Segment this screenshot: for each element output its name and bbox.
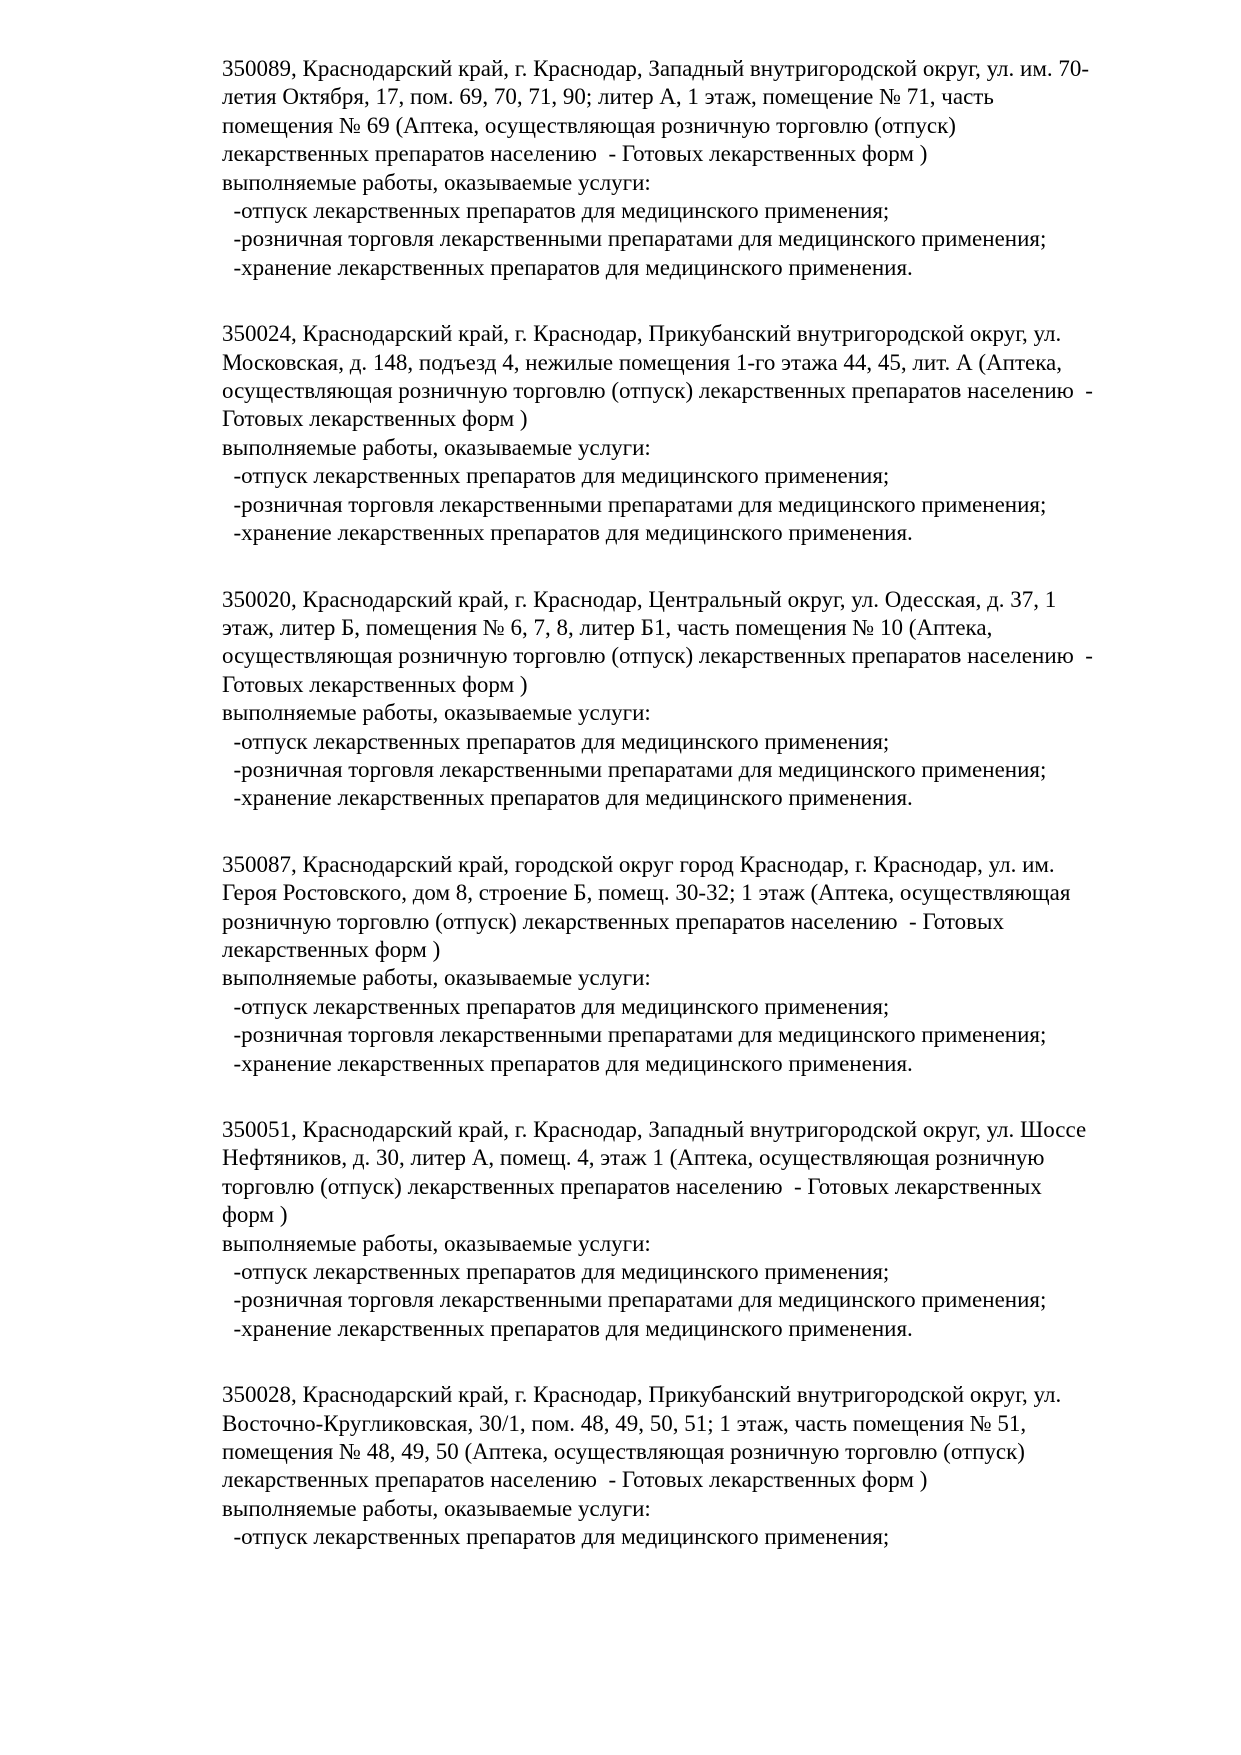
text-line: выполняемые работы, оказываемые услуги: (222, 700, 651, 726)
text-line: -хранение лекарственных препаратов для медицинского применения. (222, 1050, 913, 1076)
text-line: -отпуск лекарственных препаратов для медицинского применения; (222, 993, 890, 1019)
license-address-entry-350051 (222, 1116, 1207, 1343)
license-address-entry-350089 (222, 55, 1207, 282)
text-line: выполняемые работы, оказываемые услуги: (222, 965, 651, 991)
text-line: -хранение лекарственных препаратов для медицинского применения. (222, 520, 913, 546)
text-line: этаж, литер Б, помещения № 6, 7, 8, литер Б1, часть помещения № 10 (Аптека, (222, 614, 993, 640)
text-line: выполняемые работы, оказываемые услуги: (222, 169, 651, 195)
text-line: Готовых лекарственных форм ) (222, 406, 528, 432)
text-line: -розничная торговля лекарственными препаратами для медицинского применения; (222, 226, 1047, 252)
text-line: 350024, Краснодарский край, г. Краснодар, Прикубанский внутригородской округ, ул. (222, 321, 1062, 347)
text-line: -розничная торговля лекарственными препаратами для медицинского применения; (222, 491, 1047, 517)
text-line: -розничная торговля лекарственными препаратами для медицинского применения; (222, 756, 1047, 782)
text-line: Восточно-Кругликовская, 30/1, пом. 48, 49, 50, 51; 1 этаж, часть помещения № 51, (222, 1410, 1027, 1436)
text-line: Готовых лекарственных форм ) (222, 671, 528, 697)
text-line: -розничная торговля лекарственными препаратами для медицинского применения; (222, 1022, 1047, 1048)
text-line: розничную торговлю (отпуск) лекарственных препаратов населению - Готовых (222, 908, 1004, 934)
text-line: 350020, Краснодарский край, г. Краснодар, Центральный округ, ул. Одесская, д. 37, 1 (222, 586, 1057, 612)
text-line: лекарственных форм ) (222, 936, 441, 962)
text-line: -отпуск лекарственных препаратов для медицинского применения; (222, 1524, 890, 1550)
license-address-entry-350020 (222, 586, 1207, 813)
license-address-entry-350024 (222, 320, 1207, 547)
text-line: торговлю (отпуск) лекарственных препаратов населению - Готовых лекарственных (222, 1173, 1042, 1199)
text-line: 350089, Краснодарский край, г. Краснодар, Западный внутригородской округ, ул. им. 70- (222, 56, 1090, 81)
text-line: Героя Ростовского, дом 8, строение Б, помещ. 30-32; 1 этаж (Аптека, осуществляющая (222, 880, 1071, 906)
license-address-entry-350028 (222, 1381, 1207, 1551)
license-address-entry-350087 (222, 851, 1207, 1078)
text-line: -розничная торговля лекарственными препаратами для медицинского применения; (222, 1287, 1047, 1313)
text-line: лекарственных препаратов населению - Готовых лекарственных форм ) (222, 1467, 928, 1493)
text-line: помещения № 69 (Аптека, осуществляющая розничную торговлю (отпуск) (222, 112, 956, 138)
text-line: выполняемые работы, оказываемые услуги: (222, 1230, 651, 1256)
text-line: 350028, Краснодарский край, г. Краснодар, Прикубанский внутригородской округ, ул. (222, 1382, 1062, 1408)
text-line: Московская, д. 148, подъезд 4, нежилые помещения 1-го этажа 44, 45, лит. А (Аптека, (222, 349, 1062, 375)
text-line: осуществляющая розничную торговлю (отпуск) лекарственных препаратов населению - (222, 378, 1093, 404)
text-line: -хранение лекарственных препаратов для медицинского применения. (222, 254, 913, 280)
text-line: летия Октября, 17, пом. 69, 70, 71, 90; литер А, 1 этаж, помещение № 71, часть (222, 84, 994, 110)
text-line: -хранение лекарственных препаратов для медицинского применения. (222, 1315, 913, 1341)
text-line: 350087, Краснодарский край, городской округ город Краснодар, г. Краснодар, ул. им. (222, 851, 1055, 877)
text-line: 350051, Краснодарский край, г. Краснодар, Западный внутригородской округ, ул. Шоссе (222, 1117, 1087, 1142)
text-line: форм ) (222, 1202, 288, 1228)
text-line: -отпуск лекарственных препаратов для медицинского применения; (222, 198, 890, 224)
text-line: -отпуск лекарственных препаратов для медицинского применения; (222, 1259, 890, 1285)
text-line: -отпуск лекарственных препаратов для медицинского применения; (222, 463, 890, 489)
document-content (222, 55, 1207, 1552)
text-line: Нефтяников, д. 30, литер А, помещ. 4, этаж 1 (Аптека, осуществляющая розничную (222, 1145, 1045, 1171)
text-line: осуществляющая розничную торговлю (отпуск) лекарственных препаратов населению - (222, 643, 1093, 669)
text-line: выполняемые работы, оказываемые услуги: (222, 1495, 651, 1521)
text-line: -отпуск лекарственных препаратов для медицинского применения; (222, 728, 890, 754)
text-line: выполняемые работы, оказываемые услуги: (222, 434, 651, 460)
text-line: лекарственных препаратов населению - Готовых лекарственных форм ) (222, 141, 928, 167)
text-line: помещения № 48, 49, 50 (Аптека, осуществляющая розничную торговлю (отпуск) (222, 1439, 1025, 1465)
text-line: -хранение лекарственных препаратов для медицинского применения. (222, 785, 913, 811)
